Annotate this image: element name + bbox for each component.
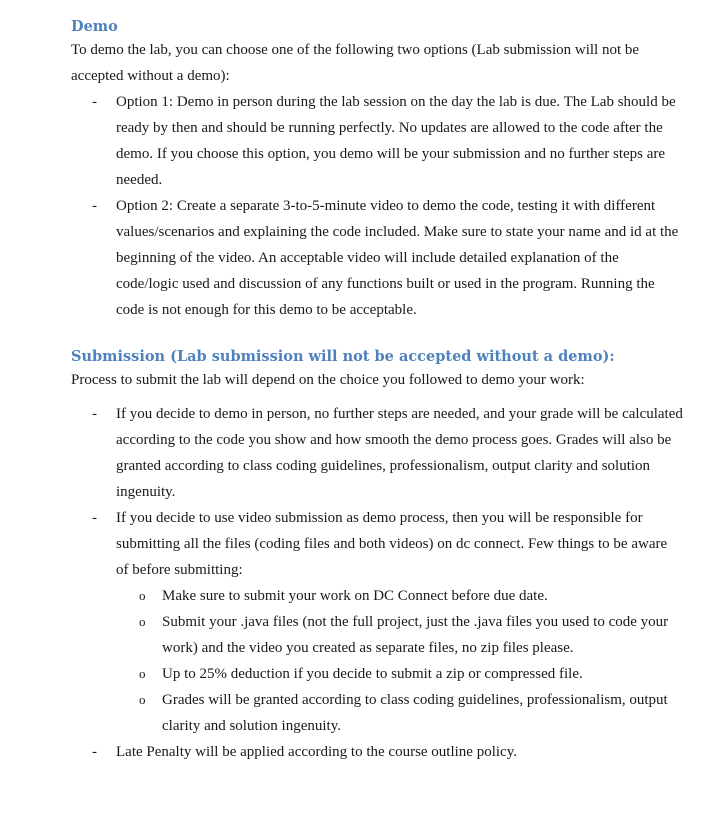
submission-item-in-person (71, 401, 683, 505)
demo-option-1-text: Option 1: Demo in person during the lab session on the day the lab is due. The Lab should be ready by then and should be running perfectly. No updates are allowed to the code after the demo. If you choose this option, you demo will be your submission and no further steps are needed. (116, 94, 676, 188)
subitem-zip-deduction (116, 661, 683, 687)
submission-intro: Process to submit the lab will depend on the choice you followed to demo your work: (71, 372, 585, 388)
demo-option-1 (71, 89, 683, 193)
dash-bullet: - (92, 94, 97, 110)
subitem-java-files (116, 609, 683, 661)
dash-bullet: - (92, 198, 97, 214)
dash-bullet: - (92, 744, 97, 760)
dash-bullet: - (92, 510, 97, 526)
circle-bullet: o (139, 614, 146, 629)
late-penalty-text: Late Penalty will be applied according to the course outline policy. (116, 744, 517, 760)
circle-bullet: o (139, 666, 146, 681)
subitem-grading-text: Grades will be granted according to class coding guidelines, professionalism, output clarity and solution ingenuity. (162, 692, 668, 734)
subitem-dc-connect (116, 583, 683, 609)
submission-item-video (71, 505, 683, 739)
demo-intro: To demo the lab, you can choose one of the following two options (Lab submission will not be accepted without a demo): (71, 42, 640, 84)
dash-bullet: - (92, 406, 97, 422)
subitem-java-files-text: Submit your .java files (not the full project, just the .java files you used to code your work) and the video you created as separate files, no zip files please. (162, 614, 669, 656)
submission-heading: Submission (Lab submission will not be accepted without a demo): (71, 348, 615, 365)
circle-bullet: o (139, 692, 146, 707)
subitem-zip-deduction-text: Up to 25% deduction if you decide to submit a zip or compressed file. (162, 666, 583, 682)
submission-item-in-person-text: If you decide to demo in person, no further steps are needed, and your grade will be calculated according to the code you show and how smooth the demo process goes. Grades will also be granted according to class coding guidelines, professionalism, output clarity and solution ingenuity. (116, 406, 683, 500)
video-subitems-list (116, 583, 683, 739)
submission-list (71, 401, 683, 765)
circle-bullet: o (139, 588, 146, 603)
subitem-dc-connect-text: Make sure to submit your work on DC Connect before due date. (162, 588, 548, 604)
demo-heading: Demo (71, 18, 118, 35)
submission-item-late-penalty (71, 739, 683, 765)
demo-option-2 (71, 193, 683, 323)
submission-item-video-text: If you decide to use video submission as demo process, then you will be responsible for submitting all the files (coding files and both videos) on dc connect. Few things to be aware of before submitting: (116, 510, 668, 578)
demo-options-list (71, 89, 683, 323)
demo-option-2-text: Option 2: Create a separate 3-to-5-minute video to demo the code, testing it with different values/scenarios and explaining the code included. Make sure to state your name and id at the beginning of the video. An acceptable video will include detailed explanation of the code/logic used and discussion of any functions built or used in the program. Running the code is not enough for this demo to be acceptable. (116, 198, 679, 318)
subitem-grading (116, 687, 683, 739)
